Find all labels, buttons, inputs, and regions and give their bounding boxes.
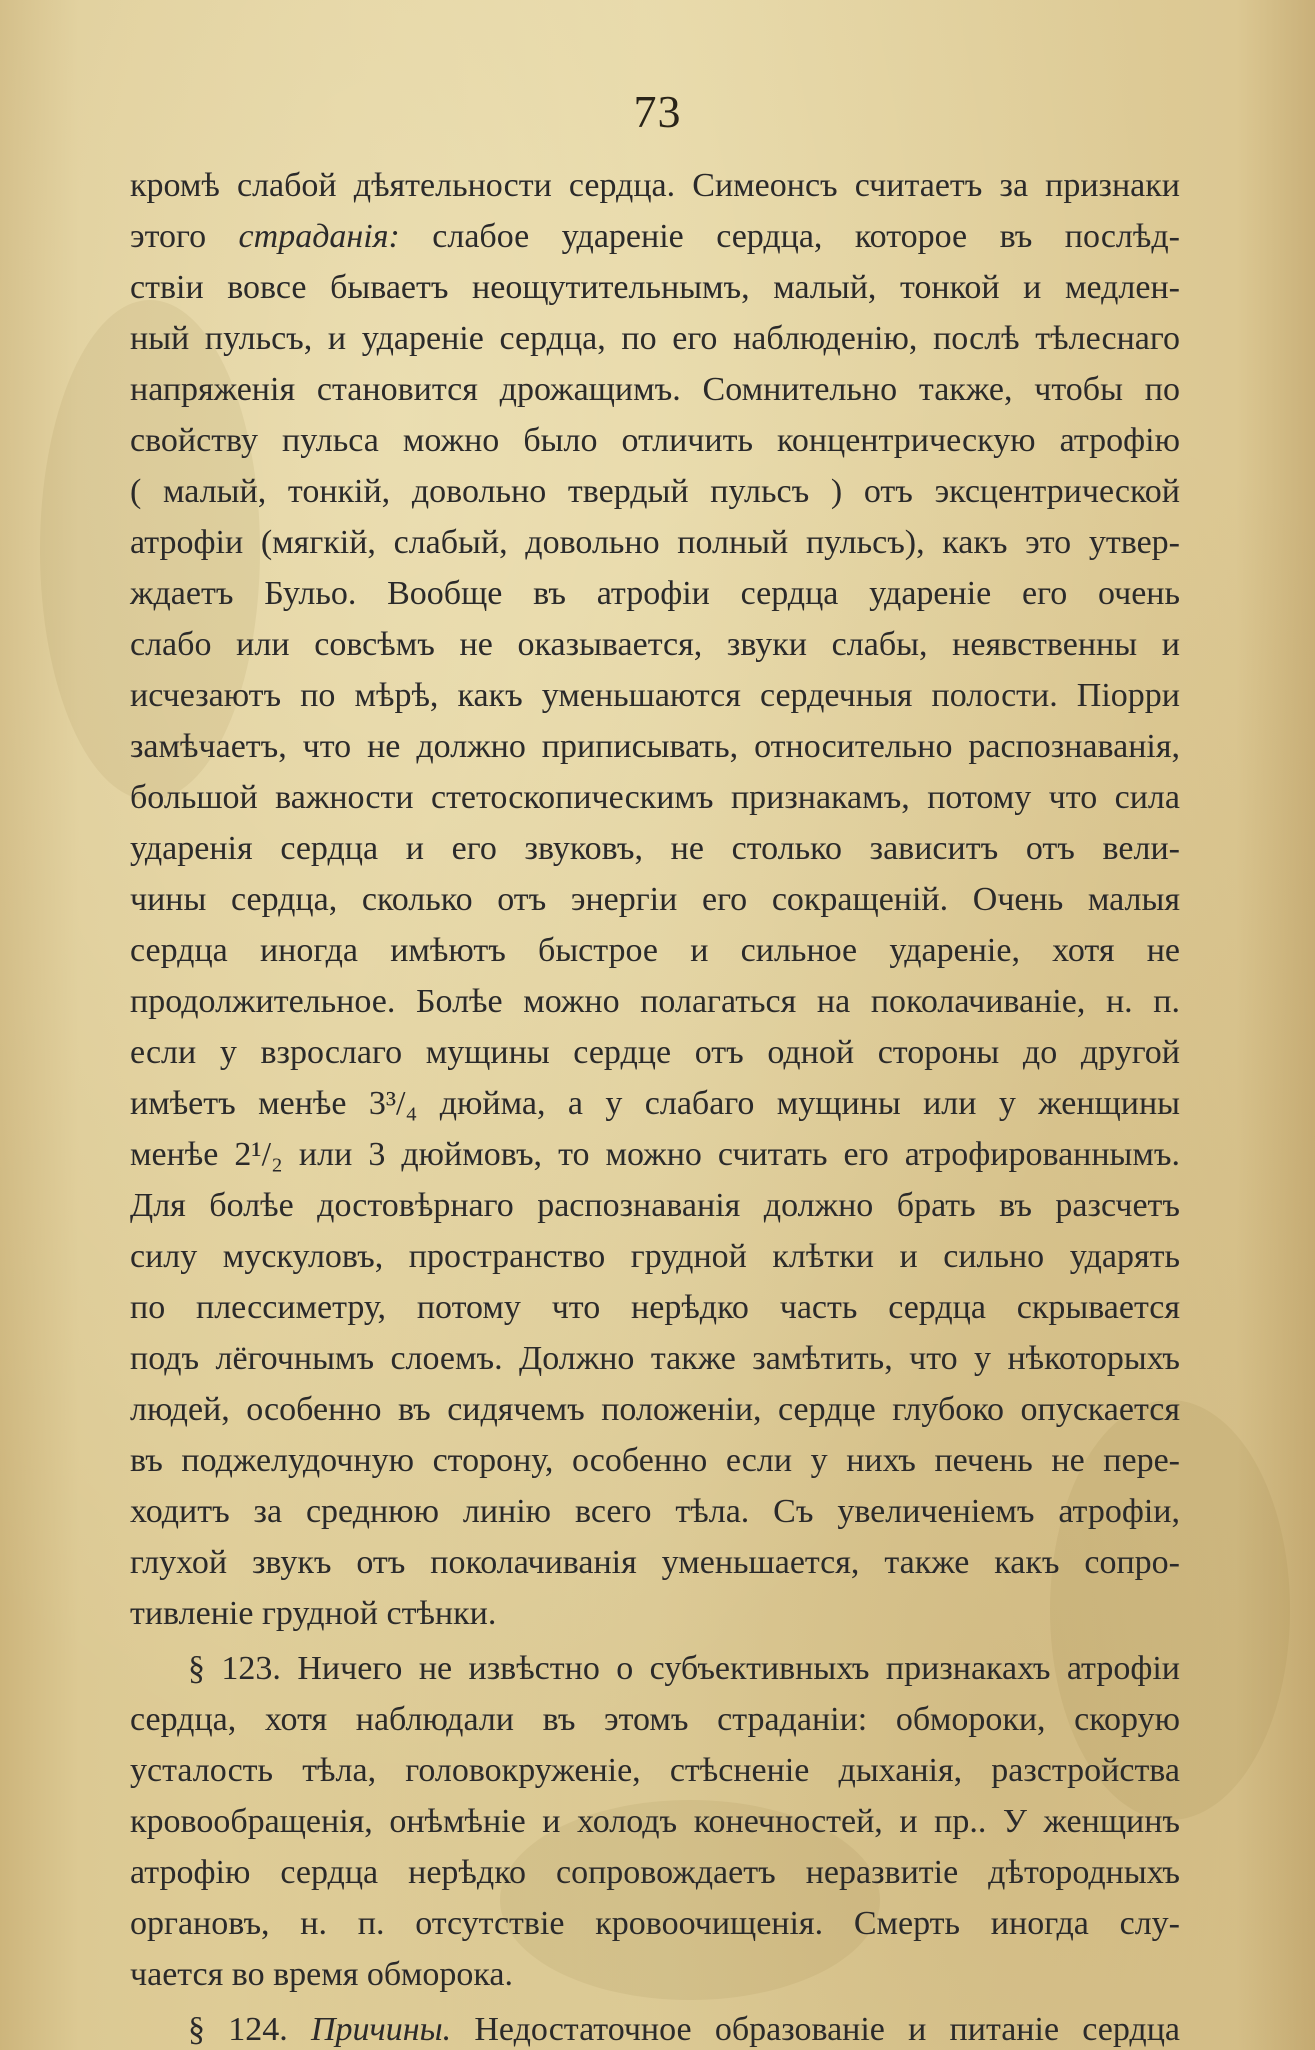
page-number: 73 bbox=[633, 86, 682, 137]
text-line: сердца, хотя наблюдали въ этомъ страданіи: обмороки, скорую bbox=[130, 1701, 1180, 1738]
text-line: этого страданія: слабое ударенiе сердца, которое въ послѣд- bbox=[130, 218, 1180, 255]
text-line: людей, особенно въ сидячемъ положеніи, сердце глубоко опускается bbox=[130, 1391, 1180, 1428]
text-line: ный пульсъ, и ударенiе сердца, по его наблюденію, послѣ тѣлеснаго bbox=[130, 320, 1180, 357]
text-line: глухой звукъ отъ поколачиванія уменьшается, также какъ сопро- bbox=[130, 1544, 1180, 1581]
text-line: менѣе 2¹/₂ или 3 дюймовъ, то можно считать его атрофированнымъ. bbox=[130, 1136, 1180, 1173]
text-line: если у взрослаго мущины сердце отъ одной стороны до другой bbox=[130, 1034, 1180, 1071]
text-line: подъ лёгочнымъ слоемъ. Должно также замѣтить, что у нѣкоторыхъ bbox=[130, 1340, 1180, 1377]
text-line: чины сердца, сколько отъ энергіи его сокращеній. Очень малыя bbox=[130, 881, 1180, 918]
text-line: замѣчаетъ, что не должно приписывать, относительно распознаванія, bbox=[130, 728, 1180, 765]
text-line: напряженія становится дрожащимъ. Сомнительно также, чтобы по bbox=[130, 371, 1180, 408]
text-line: тивленіе грудной стѣнки. bbox=[130, 1595, 497, 1632]
text-line: продолжительное. Болѣе можно полагаться на поколачиваніе, н. п. bbox=[130, 983, 1180, 1020]
text-line: по плессиметру, потому что нерѣдко часть сердца скрывается bbox=[130, 1289, 1180, 1326]
text-line: Для болѣе достовѣрнаго распознаванія должно брать въ разсчетъ bbox=[130, 1187, 1180, 1224]
text-line: свойству пульса можно было отличить концентрическую атрофію bbox=[130, 422, 1180, 459]
text-line: слабо или совсѣмъ не оказывается, звуки слабы, неявственны и bbox=[130, 626, 1180, 663]
text-line: ходитъ за среднюю линію всего тѣла. Съ увеличеніемъ атрофіи, bbox=[130, 1493, 1180, 1530]
text-line: ударенія сердца и его звуковъ, не столько зависитъ отъ вели- bbox=[130, 830, 1180, 867]
text-line: атрофію сердца нерѣдко сопровождаетъ неразвитіе дѣтородныхъ bbox=[130, 1854, 1180, 1891]
text-line: силу мускуловъ, пространство грудной клѣтки и сильно ударять bbox=[130, 1238, 1180, 1275]
text-line: чается во время обморока. bbox=[130, 1956, 513, 1993]
text-line: ствіи вовсе бываетъ неощутительнымъ, малый, тонкой и медлен- bbox=[130, 269, 1180, 306]
text-line: большой важности стетоскопическимъ признакамъ, потому что сила bbox=[130, 779, 1180, 816]
text-line: сердца иногда имѣютъ быстрое и сильное удареніе, хотя не bbox=[130, 932, 1180, 969]
body-text bbox=[130, 160, 1180, 2050]
section-124-start: § 124. Причины. Недостаточное образованіе и питаніе сердца bbox=[188, 2011, 1181, 2048]
italic-term: страданія: bbox=[238, 218, 400, 255]
text-line: кровообращенія, онѣмѣніе и холодъ конечностей, и пр.. У женщинъ bbox=[130, 1803, 1180, 1840]
text-line: въ поджелудочную сторону, особенно если у нихъ печень не пере- bbox=[130, 1442, 1180, 1479]
text-line: имѣетъ менѣе 3³/₄ дюйма, а у слабаго мущины или у женщины bbox=[130, 1085, 1180, 1122]
text-line: кромѣ слабой дѣятельности сердца. Симеонсъ считаетъ за признаки bbox=[130, 167, 1180, 204]
text-line: атрофіи (мягкій, слабый, довольно полный пульсъ), какъ это утвер- bbox=[130, 524, 1180, 561]
text-line: органовъ, н. п. отсутствіе кровоочищенія. Смерть иногда слу- bbox=[130, 1905, 1180, 1942]
section-123-start: § 123. Ничего не извѣстно о субъективныхъ признакахъ атрофіи bbox=[188, 1650, 1180, 1687]
italic-heading: Причины. bbox=[310, 2011, 452, 2048]
text-line: ( малый, тонкій, довольно твердый пульсъ ) отъ эксцентрической bbox=[130, 473, 1180, 510]
text-line: ждаетъ Бульо. Вообще въ атрофіи сердца удареніе его очень bbox=[130, 575, 1180, 612]
text-line: усталость тѣла, головокруженіе, стѣсненіе дыханія, разстройства bbox=[130, 1752, 1180, 1789]
text-line: исчезаютъ по мѣрѣ, какъ уменьшаются сердечныя полости. Піорри bbox=[130, 677, 1180, 714]
